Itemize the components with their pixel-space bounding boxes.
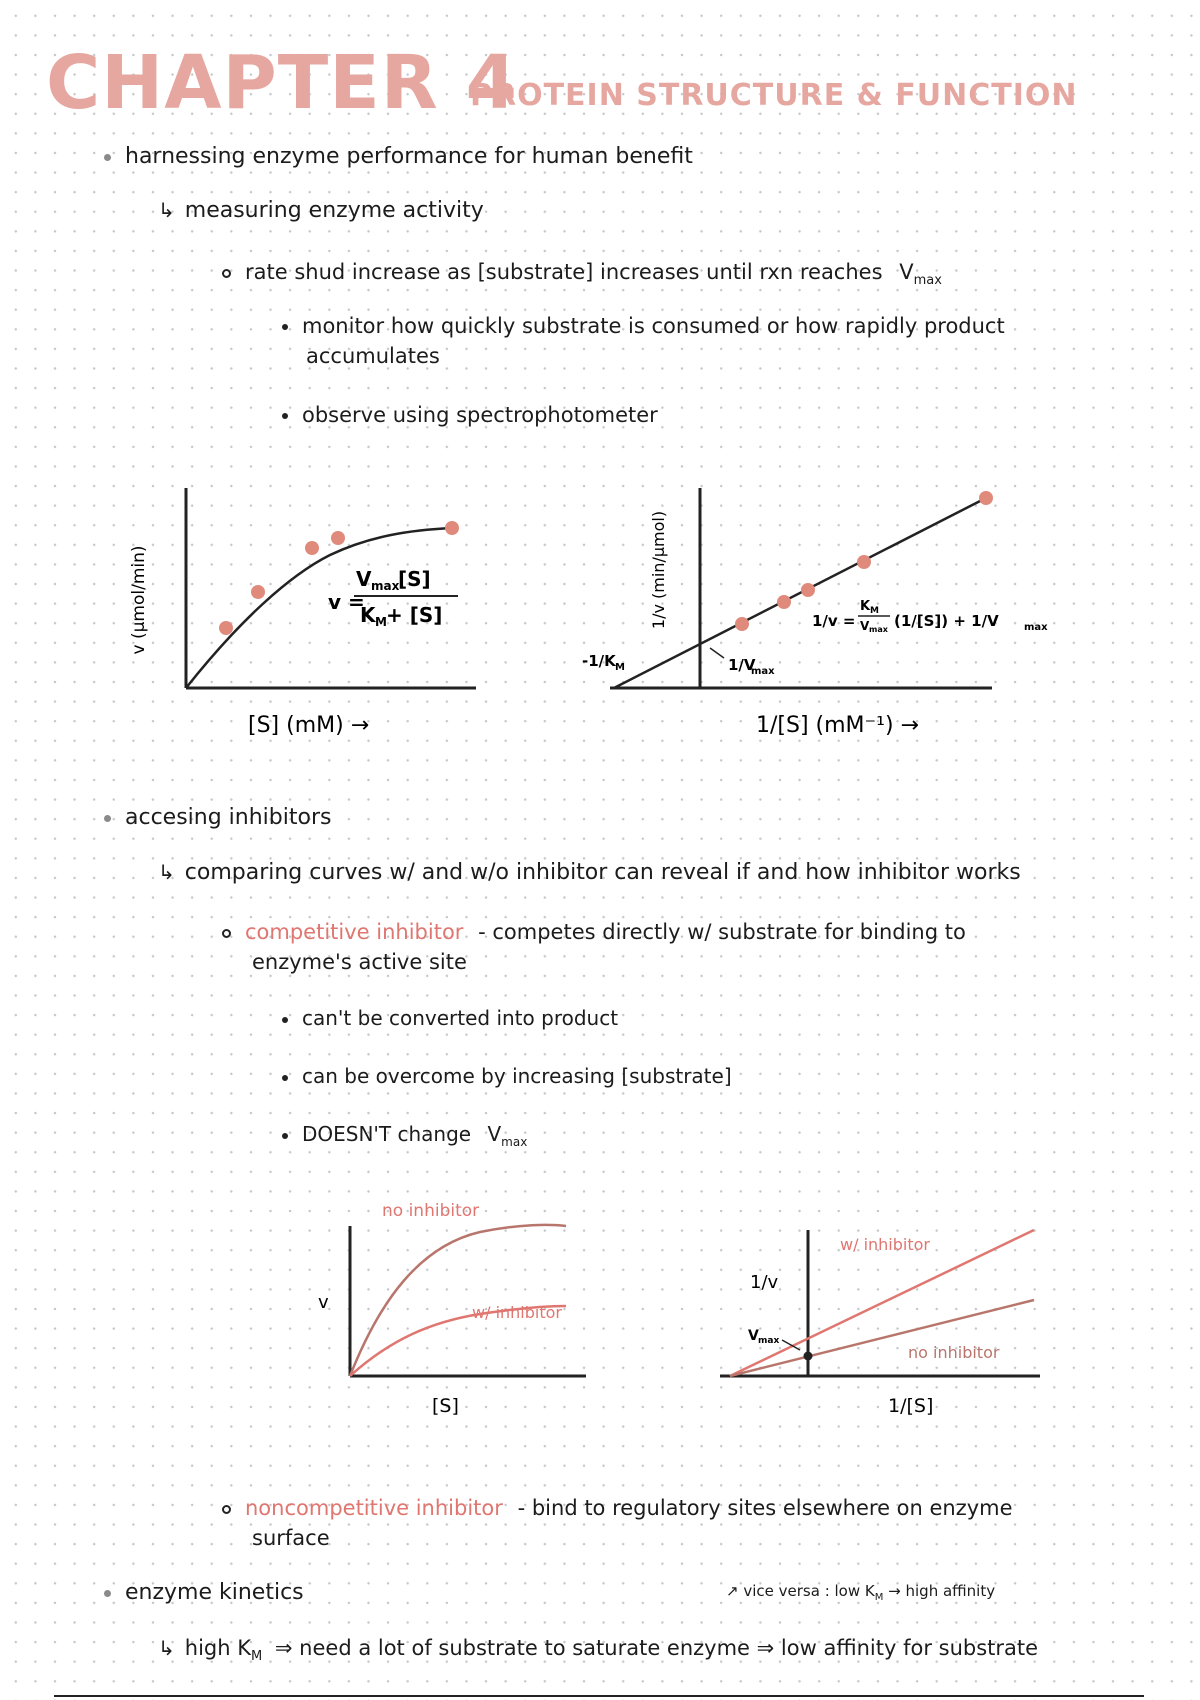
lb-point [735, 617, 749, 631]
point-doesnt-change [282, 1122, 527, 1149]
point-rate [222, 260, 942, 288]
point-overcome [282, 1064, 732, 1088]
comp-lb-xlabel: 1/[S] [888, 1395, 934, 1417]
competitive-desc-line2: enzyme's active site [252, 950, 467, 974]
comp-lb-vmax-sub: max [758, 1336, 780, 1346]
competitive-lb-graph [700, 1190, 1070, 1430]
comparing-text: comparing curves w/ and w/o inhibitor can reveal if and how inhibitor works [184, 860, 1021, 885]
bullet-harnessing [104, 144, 693, 169]
point-observe [282, 403, 658, 427]
point-competitive [222, 920, 966, 944]
mm-eq-num-rest: [S] [398, 567, 431, 591]
accesing-text: accesing inhibitors [125, 805, 332, 830]
vmax-sub: max [501, 1135, 528, 1149]
bullet-enzyme-kinetics [104, 1580, 304, 1605]
chapter-subtitle: PROTEIN STRUCTURE & FUNCTION [470, 78, 1078, 113]
rate-text: rate shud increase as [substrate] increases until rxn reaches [245, 260, 883, 284]
mm-graph [120, 470, 500, 750]
monitor-line1: monitor how quickly substrate is consumed or how rapidly product [302, 314, 1005, 338]
lb-xint: -1/K [582, 652, 616, 670]
bullet-dot [282, 1017, 288, 1023]
mm-eq-num: V [356, 567, 372, 591]
chapter-title: CHAPTER 4 [46, 40, 519, 126]
lb-eq-den: V [860, 619, 870, 633]
lb-xint-sub: M [615, 662, 625, 673]
lb-eq-num: K [860, 599, 871, 614]
vmax-v: V [899, 260, 914, 284]
point-monitor [282, 314, 1005, 338]
comp-lb-vmax: V [748, 1328, 759, 1344]
sub-high-km [158, 1636, 1038, 1664]
mm-eq-den-rest: + [S] [386, 603, 443, 627]
arrow-icon: ↳ [158, 198, 175, 222]
enzyme-kinetics-text: enzyme kinetics [125, 1580, 304, 1605]
sub-comparing [158, 860, 1021, 885]
bullet-dot [282, 324, 288, 330]
comp-lb-with-inhibitor-label: w/ inhibitor [840, 1235, 930, 1254]
lb-yint-sub: max [751, 666, 775, 677]
lb-eq-num-sub: M [870, 606, 879, 616]
ring-bullet [222, 269, 231, 278]
comp-v-curve-no-inhibitor [350, 1225, 566, 1376]
mm-point [219, 621, 233, 635]
bullet-accesing [104, 805, 331, 830]
mm-eq-den: K [360, 603, 376, 627]
vmax-v: V [487, 1122, 502, 1146]
competitive-desc-line1: - competes directly w/ substrate for binding to [478, 920, 966, 944]
sub-measuring [158, 198, 484, 223]
competitive-label: competitive inhibitor [245, 920, 464, 944]
mm-point [445, 521, 459, 535]
point-noncompetitive [222, 1496, 1013, 1520]
noncompetitive-desc-line2: surface [252, 1526, 330, 1550]
lb-ylabel: 1/v (min/μmol) [649, 510, 668, 630]
cant-convert-text: can't be converted into product [302, 1006, 619, 1030]
bullet-dot [282, 1075, 288, 1081]
point-cant-convert [282, 1006, 618, 1030]
vice-versa-note [726, 1582, 995, 1603]
mm-eq-num-sub: max [371, 579, 400, 593]
high-km-sub: M [251, 1649, 263, 1665]
comp-lb-no-inhibitor-label: no inhibitor [908, 1343, 1000, 1362]
harnessing-text: harnessing enzyme performance for human benefit [125, 144, 693, 169]
lb-point [801, 583, 815, 597]
comp-v-no-inhibitor-label: no inhibitor [382, 1201, 480, 1221]
noncompetitive-label: noncompetitive inhibitor [245, 1496, 503, 1520]
monitor-line2: accumulates [306, 344, 440, 368]
mm-eq-v: v = [328, 590, 365, 614]
mm-point [305, 541, 319, 555]
bullet-dot [282, 1133, 288, 1139]
mm-xlabel: [S] (mM) → [248, 713, 370, 738]
arrow-icon: ↳ [158, 1636, 175, 1660]
lb-point [777, 595, 791, 609]
bottom-rule [54, 1695, 1144, 1697]
high-km-pre: high K [184, 1636, 251, 1660]
lb-eq-rest: (1/[S]) + 1/V [894, 612, 999, 630]
lb-graph [560, 470, 1060, 750]
high-km-rest: ⇒ need a lot of substrate to saturate enzyme ⇒ low affinity for substrate [274, 1636, 1039, 1660]
lb-eq-pre: 1/v = [812, 612, 856, 630]
doesnt-change-text: DOESN'T change [302, 1122, 472, 1146]
overcome-text: can be overcome by increasing [substrate] [302, 1064, 732, 1088]
comp-lb-ylabel: 1/v [750, 1272, 779, 1293]
lb-line [614, 498, 986, 688]
measuring-text: measuring enzyme activity [184, 198, 484, 223]
lb-yint: 1/V [728, 656, 756, 674]
lb-yint-pointer [710, 648, 724, 658]
lb-eq-den-sub: max [869, 625, 888, 634]
lb-point [857, 555, 871, 569]
bullet-dot [104, 154, 111, 161]
observe-text: observe using spectrophotometer [302, 403, 658, 427]
vice-versa-sub: M [874, 1592, 884, 1603]
arrow-up-icon: ↗ [726, 1582, 739, 1600]
bullet-dot [282, 413, 288, 419]
lb-eq-rest-sub: max [1024, 622, 1048, 633]
mm-point [331, 531, 345, 545]
competitive-v-graph [300, 1190, 620, 1430]
bullet-dot [104, 1590, 111, 1597]
vice-versa-rest: → high affinity [888, 1582, 996, 1600]
mm-ylabel: v (μmol/min) [129, 545, 149, 655]
comp-v-ylabel: v [318, 1292, 329, 1313]
noncompetitive-desc-line1: - bind to regulatory sites elsewhere on enzyme [517, 1496, 1013, 1520]
arrow-icon: ↳ [158, 860, 175, 884]
bullet-dot [104, 815, 111, 822]
vmax-sub: max [913, 273, 942, 289]
comp-v-with-inhibitor-label: w/ inhibitor [472, 1303, 562, 1322]
comp-v-xlabel: [S] [432, 1395, 459, 1417]
mm-eq-den-sub: M [375, 615, 387, 629]
ring-bullet [222, 929, 231, 938]
mm-point [251, 585, 265, 599]
ring-bullet [222, 1505, 231, 1514]
lb-point [979, 491, 993, 505]
comp-lb-intercept-point [804, 1352, 813, 1361]
vice-versa-text: vice versa : low K [743, 1582, 875, 1600]
lb-xlabel: 1/[S] (mM⁻¹) → [756, 713, 919, 738]
